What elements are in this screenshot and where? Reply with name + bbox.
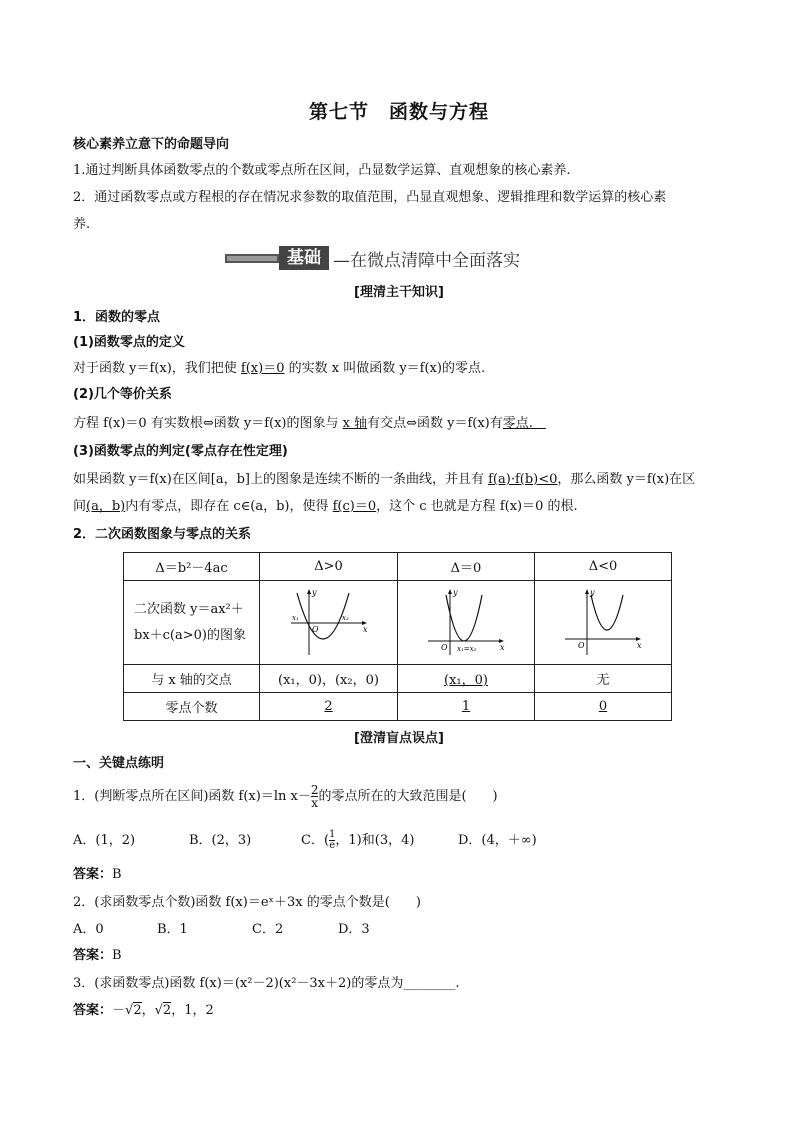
option-b: B．(2，3)	[189, 833, 252, 848]
theorem-text-1: 如果函数 y＝f(x)在区间[a，b]上的图象是连续不断的一条曲线，并且有 f(a)·f(b)<0，那么函数 y＝f(x)在区	[73, 472, 696, 487]
parabola-one-root-graph	[424, 585, 508, 657]
question-1: 1．(判断零点所在区间)函数 f(x)＝ln x－ $\frac{2}{x}$ 的零点所在的大致范围是( )	[73, 783, 498, 810]
section-tag-2: [澄清盲点误点]	[354, 731, 444, 746]
graph-one-root	[398, 581, 535, 665]
banner-bar	[225, 254, 279, 263]
table-cell: (x₁，0)，(x₂，0)	[260, 665, 398, 693]
option-d: D．3	[338, 922, 370, 937]
option-b: B．1	[157, 922, 188, 937]
option-c: C．( $\frac{1}{e}$ ，1)和(3，4)	[301, 829, 415, 851]
heading-key-points: 一、关键点练明	[73, 756, 165, 771]
svg-text:x₂: x₂	[341, 613, 349, 622]
heading-zero-point: 1．函数的零点	[73, 310, 161, 325]
heading-equivalence: (2)几个等价关系	[73, 387, 172, 402]
parabola-two-roots-graph	[287, 585, 371, 657]
theorem-text-2: 间(a，b)内有零点，即存在 c∈(a，b)，使得 f(c)＝0，这个 c 也就是方程 f(x)＝0 的根.	[73, 499, 578, 514]
graph-two-roots	[260, 581, 398, 665]
svg-text:x: x	[637, 640, 642, 650]
graph-no-root	[535, 581, 672, 665]
table-header: Δ＝b²－4ac	[124, 553, 260, 581]
page-title: 第七节 函数与方程	[308, 101, 489, 123]
svg-text:x: x	[500, 642, 505, 652]
option-a: A．0	[73, 922, 104, 937]
option-d: D．(4，＋∞)	[458, 833, 537, 848]
definition-text: 对于函数 y＝f(x)，我们把使 f(x)＝0 的实数 x 叫做函数 y＝f(x)的零点.	[73, 361, 486, 376]
heading-theorem: (3)函数零点的判定(零点存在性定理)	[73, 444, 288, 459]
table-header: Δ>0	[260, 553, 398, 581]
answer-2: 答案：B	[73, 948, 122, 963]
question-2-options	[73, 921, 370, 939]
quadratic-table	[123, 552, 672, 721]
table-cell: 0	[535, 693, 672, 721]
svg-text:x₁: x₁	[291, 613, 299, 622]
svg-text:x₁=x₂: x₁=x₂	[457, 644, 477, 653]
banner-label: 基础	[279, 246, 329, 270]
table-header: Δ<0	[535, 553, 672, 581]
sqrt-radicand: 2	[133, 1003, 142, 1018]
intro-heading: 核心素养立意下的命题导向	[73, 137, 230, 152]
section-banner	[225, 246, 520, 270]
table-row-label: 与 x 轴的交点	[124, 665, 260, 693]
heading-definition: (1)函数零点的定义	[73, 335, 185, 350]
table-cell: 2	[260, 693, 398, 721]
table-cell: (x₁，0)	[398, 665, 535, 693]
equivalence-text: 方程 f(x)＝0 有实数根⇔函数 y＝f(x)的图象与 x 轴有交点⇔函数 y＝f(x)有零点.	[73, 416, 546, 431]
table-cell: 无	[535, 665, 672, 693]
sqrt-radicand: 2	[162, 1003, 172, 1018]
question-2: 2．(求函数零点个数)函数 f(x)＝eˣ＋3x 的零点个数是( )	[73, 895, 421, 910]
answer-1: 答案：B	[73, 867, 122, 882]
svg-text:O: O	[441, 642, 448, 652]
svg-text:y: y	[311, 587, 317, 597]
heading-quadratic: 2．二次函数图象与零点的关系	[73, 527, 252, 542]
intro-paragraph-2-cont: 养.	[73, 217, 91, 232]
table-row-label: 零点个数	[124, 693, 260, 721]
svg-text:O: O	[578, 640, 585, 650]
svg-text:x: x	[362, 624, 368, 634]
svg-text:O: O	[311, 624, 319, 634]
banner-subtitle: —在微点清障中全面落实	[333, 250, 520, 271]
intro-paragraph-1: 1.通过判断具体函数零点的个数或零点所在区间，凸显数学运算、直观想象的核心素养.	[73, 163, 571, 178]
answer-3: 答案：－√2，√2，1，2	[73, 1003, 214, 1018]
parabola-no-root-graph	[561, 585, 645, 657]
section-tag-1: [理清主干知识]	[354, 285, 444, 300]
svg-text:y: y	[590, 587, 595, 597]
svg-text:y: y	[453, 587, 458, 597]
question-3: 3．(求函数零点)函数 f(x)＝(x²－2)(x²－3x＋2)的零点为________.	[73, 976, 460, 991]
question-1-options	[73, 826, 537, 856]
intro-paragraph-2: 2．通过函数零点或方程根的存在情况求参数的取值范围，凸显直观想象、逻辑推理和数学运算的核心素	[73, 190, 667, 205]
table-cell: 1	[398, 693, 535, 721]
option-c: C．2	[252, 922, 284, 937]
fraction: $\frac{2}{x}$	[310, 783, 319, 810]
option-a: A．(1，2)	[73, 833, 136, 848]
table-row-label: 二次函数 y＝ax²＋ bx＋c(a>0)的图象	[124, 581, 260, 665]
table-header: Δ＝0	[398, 553, 535, 581]
